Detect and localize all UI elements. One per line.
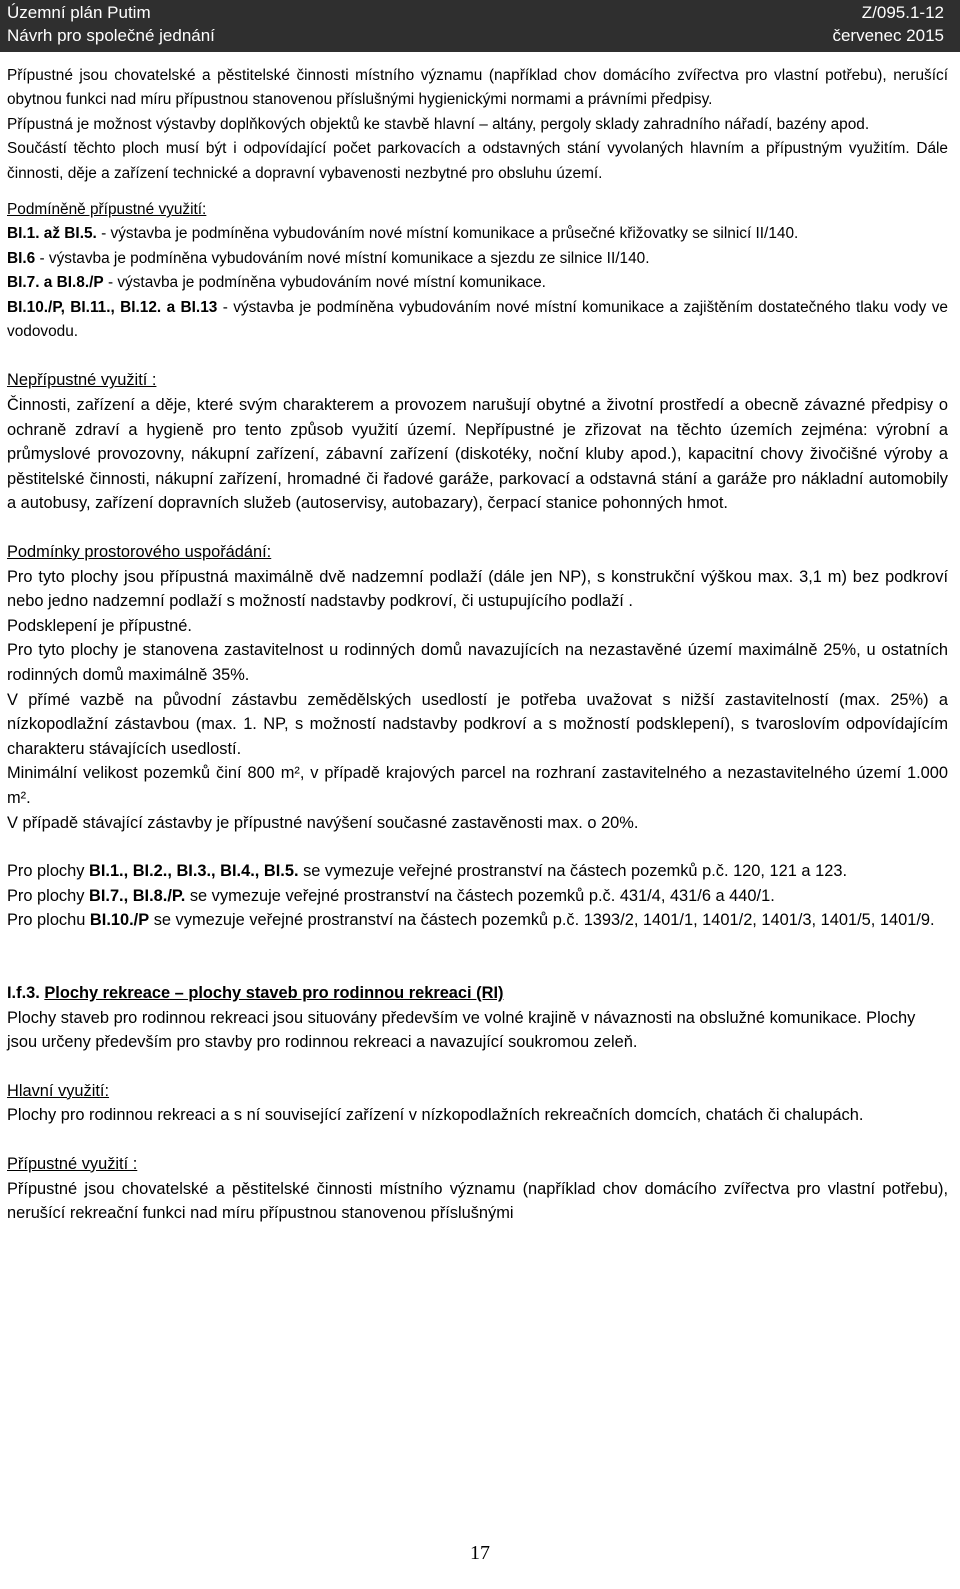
conditional-item: BI.6 - výstavba je podmíněna vybudováním nové místní komunikace a sjezdu ze silnice II/140. [7, 249, 650, 267]
paragraph: Součástí těchto ploch musí být i odpovídající počet parkovacích a odstavných stání vyvolaných hlavním a přípustným využitím. Dále činnosti, děje a zařízení technické a dopravní vybavenosti nezbytné pro obsluhu území. [7, 140, 948, 182]
header-title: Územní plán Putim [7, 3, 151, 22]
page-number: 17 [470, 1542, 490, 1564]
allowed-use-heading: Přípustné využití : [7, 1154, 138, 1173]
forbidden-heading: Nepřípustné využití : [7, 371, 157, 390]
header-subtitle: Návrh pro společné jednání [7, 26, 215, 45]
paragraph: Přípustná je možnost výstavby doplňkových objektů ke stavbě hlavní – altány, pergoly sklady zahradního nářadí, bazény apod. [7, 115, 870, 133]
main-use-heading: Hlavní využití: [7, 1081, 110, 1100]
paragraph: Podsklepení je přípustné. [7, 616, 192, 635]
document-body [7, 64, 948, 1226]
forbidden-text: Činnosti, zařízení a děje, které svým charakterem a provozem narušují obytné a životní prostředí a obecně závazné předpisy o ochraně zdraví a hygieně pro tento způsob využití území. Nepřípustné je zřizovat na těchto územích zejména: výrobní a průmyslové provozovny, nákupní zařízení, zábavní zařízení (diskotéky, noční kluby apod.), kapacitní chovy živočišné výroby a pěstitelské činnosti, nákupní zařízení, hromadné či řadové garáže, parkovací a odstavná stání a garáže pro nákladní automobily a autobusy, zařízení dopravních služeb (autoservisy, autobazary), čerpací stanice pohonných hmot. [7, 396, 948, 513]
header-date: červenec 2015 [832, 26, 944, 45]
paragraph: Přípustné jsou chovatelské a pěstitelské činnosti místního významu (například chov domácího zvířectva pro vlastní potřebu), nerušící obytnou funkci nad míru přípustnou stanovenou příslušnými hygienickými normami a právními předpisy. [7, 67, 948, 109]
public-space-item: Pro plochy BI.7., BI.8./P. se vymezuje veřejné prostranství na částech pozemků p.č. 431/4, 431/6 a 440/1. [7, 886, 775, 905]
public-space-item: Pro plochy BI.1., BI.2., BI.3., BI.4., BI.5. se vymezuje veřejné prostranství na částech pozemků p.č. 120, 121 a 123. [7, 862, 847, 881]
paragraph: Pro tyto plochy je stanovena zastavitelnost u rodinných domů navazujících na nezastavěné území maximálně 25%, u ostatních rodinných domů maximálně 35%. [7, 641, 948, 684]
spatial-heading: Podmínky prostorového uspořádání: [7, 543, 272, 562]
main-use-text: Plochy pro rodinnou rekreaci a s ní související zařízení v nízkopodlažních rekreačních domcích, chatách či chalupách. [7, 1106, 864, 1125]
conditional-item: BI.10./P, BI.11., BI.12. a BI.13 - výstavba je podmíněna vybudováním nové místní komunikace a zajištěním dostatečného tlaku vody ve vodovodu. [7, 298, 948, 341]
allowed-use-text: Přípustné jsou chovatelské a pěstitelské činnosti místního významu (například chov domácího zvířectva pro vlastní potřebu), nerušící rekreační funkci nad míru přípustnou stanovenou příslušnými [7, 1179, 948, 1223]
paragraph: V případě stávající zástavby je přípustné navýšení současné zastavěnosti max. o 20%. [7, 813, 639, 832]
conditional-item: BI.1. až BI.5. - výstavba je podmíněna vybudováním nové místní komunikace a průsečné křižovatky se silnicí II/140. [7, 225, 799, 243]
section-title: I.f.3. Plochy rekreace – plochy staveb pro rodinnou rekreaci (RI) [7, 983, 504, 1002]
conditional-heading: Podmíněně přípustné využití: [7, 201, 207, 219]
header-doc-number: Z/095.1-12 [861, 3, 944, 22]
public-space-item: Pro plochu BI.10./P se vymezuje veřejné prostranství na částech pozemků p.č. 1393/2, 1401/1, 1401/2, 1401/3, 1401/5, 1401/9. [7, 911, 935, 930]
conditional-item: BI.7. a BI.8./P - výstavba je podmíněna vybudováním nové místní komunikace. [7, 274, 546, 292]
top-block [7, 64, 948, 344]
section-intro: Plochy staveb pro rodinnou rekreaci jsou situovány především ve volné krajině v návaznosti na obslužné komunikace. Plochy jsou určeny především pro stavby pro rodinnou rekreaci a navazující soukromou zeleň. [7, 1008, 916, 1052]
paragraph: V přímé vazbě na původní zástavbu zemědělských usedlostí je potřeba uvažovat s nižší zastavitelností (max. 25%) a nízkopodlažní zástavbou (max. 1. NP, s možností nadstavby podkroví a s možností podsklepení), s tvaroslovím odpovídajícím charakteru stávajících usedlostí. [7, 690, 948, 758]
paragraph: Minimální velikost pozemků činí 800 m², v případě krajových parcel na rozhraní zastavitelného a nezastavitelného území 1.000 m². [7, 764, 948, 807]
paragraph: Pro tyto plochy jsou přípustná maximálně dvě nadzemní podlaží (dále jen NP), s konstrukční výškou max. 3,1 m) bez podkroví nebo jedno nadzemní podlaží s možností nadstavby podkroví, či ustupujícího podlaží . [7, 567, 948, 611]
